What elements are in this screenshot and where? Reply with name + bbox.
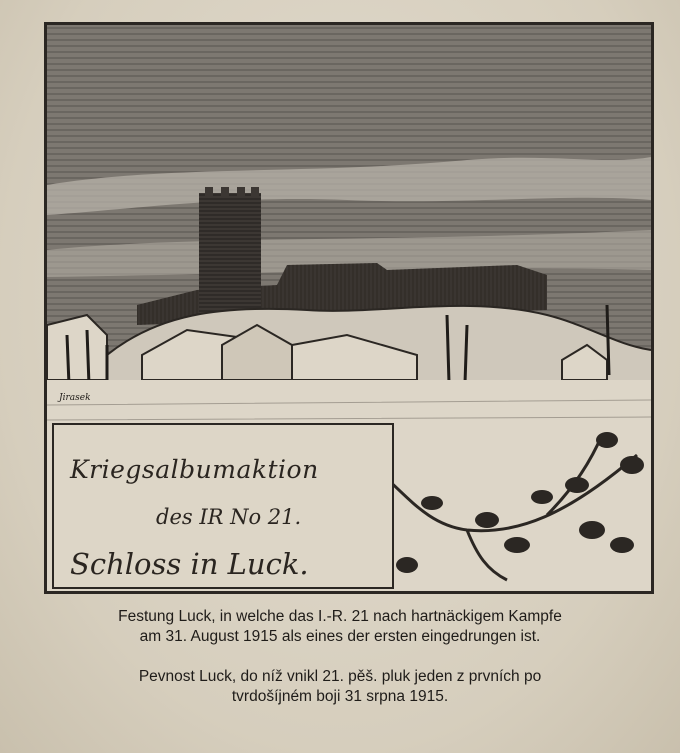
caption-czech-line-2: tvrdošíjném boji 31 srpna 1915. xyxy=(231,688,449,705)
title-panel xyxy=(52,423,394,589)
illustration-frame xyxy=(44,22,654,594)
caption-czech-line-1: Pevnost Luck, do níž vnikl 21. pěš. pluk jeden z prvních po xyxy=(138,668,542,685)
title-line-1: Kriegsalbumaktion xyxy=(70,455,319,484)
title-line-3: Schloss in Luck. xyxy=(70,547,309,581)
artist-signature: Jirasek xyxy=(59,393,91,403)
caption-german xyxy=(0,607,680,647)
caption-german-line-1: Festung Luck, in welche das I.-R. 21 nach hartnäckigem Kampfe xyxy=(118,608,562,625)
title-line-2: des IR No 21. xyxy=(156,505,302,529)
caption-czech xyxy=(0,667,680,707)
caption-german-line-2: am 31. August 1915 als eines der ersten eingedrungen ist. xyxy=(139,628,541,645)
